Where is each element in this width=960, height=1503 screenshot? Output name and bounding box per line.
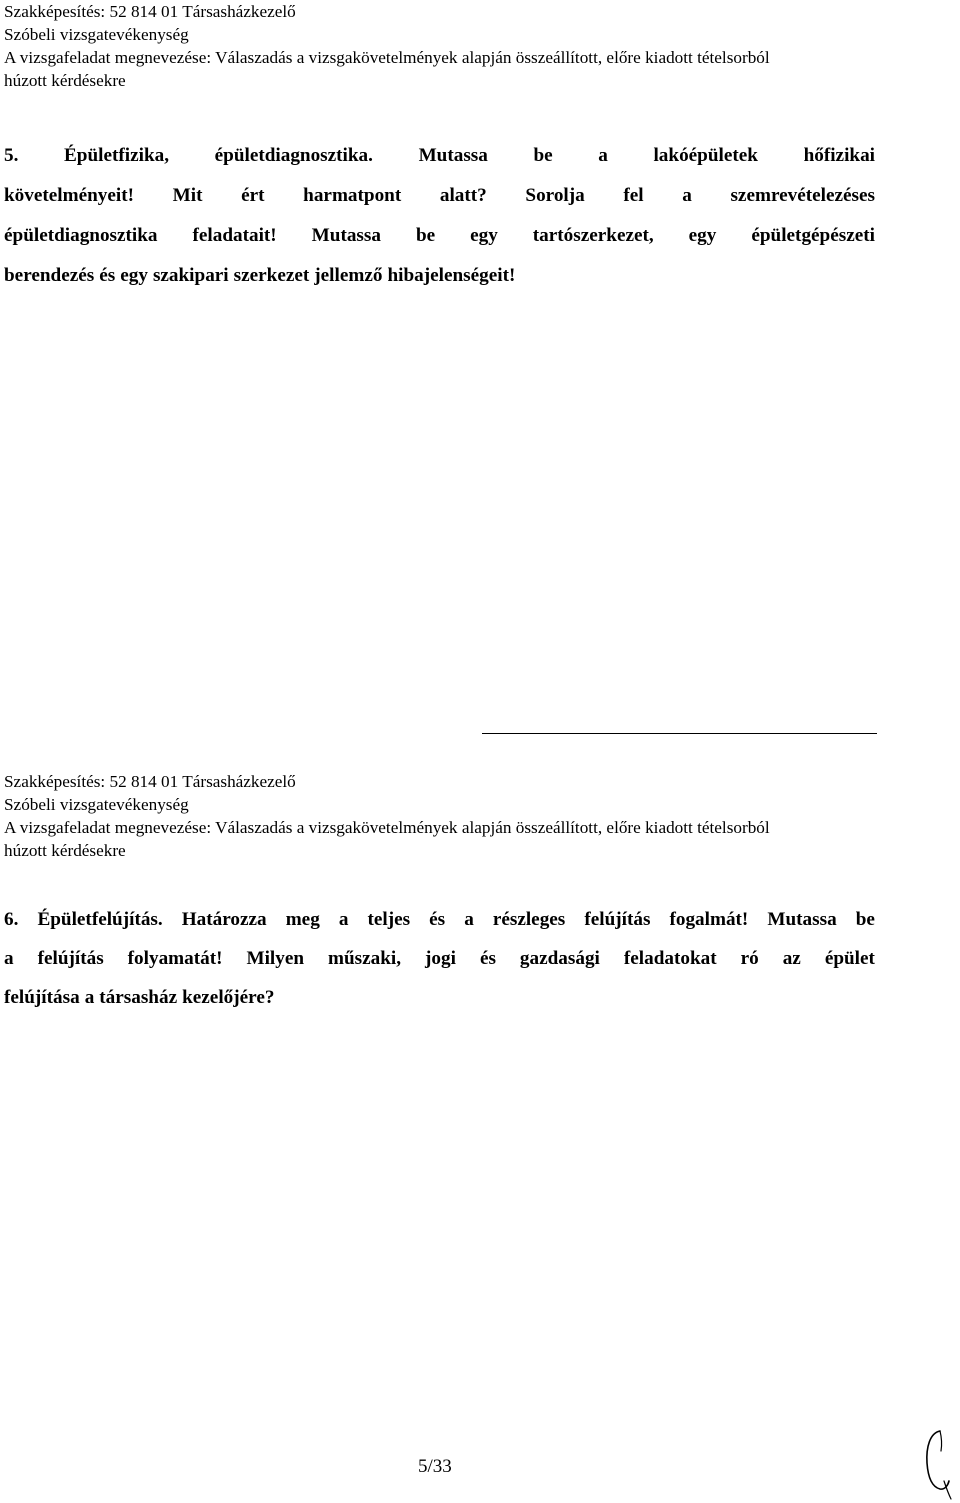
question-word: az bbox=[782, 948, 801, 969]
question-word: hőfizikai bbox=[803, 145, 875, 166]
task-line: A vizsgafeladat megnevezése: Válaszadás a vizsgakövetelmények alapján összeállított, előre kiadott tételsorból bbox=[4, 818, 770, 837]
qualification-line: Szakképesítés: 52 814 01 Társasházkezelő bbox=[4, 772, 296, 791]
question-word: Mit bbox=[172, 185, 203, 206]
question-word: és bbox=[479, 948, 496, 969]
question-word: feladatokat bbox=[623, 948, 717, 969]
question-word: épület bbox=[824, 948, 875, 969]
question-word: a bbox=[338, 909, 349, 930]
question-word: és bbox=[99, 265, 116, 286]
question-word: a bbox=[682, 185, 692, 206]
question-word: fogalmát! bbox=[669, 909, 749, 930]
question-word: felújítása bbox=[4, 987, 80, 1008]
question-word: a bbox=[84, 987, 95, 1008]
question-word: szerkezet bbox=[233, 265, 310, 286]
question-line bbox=[4, 216, 875, 256]
question-word: szakipari bbox=[152, 265, 229, 286]
question-line bbox=[4, 978, 875, 1017]
question-word: részleges bbox=[492, 909, 566, 930]
question-line bbox=[4, 136, 875, 176]
question-word: egy bbox=[470, 225, 498, 246]
question-word: a bbox=[464, 909, 474, 930]
question-word: Mutassa bbox=[418, 145, 488, 166]
question-line bbox=[4, 176, 875, 216]
question-word: meg bbox=[285, 909, 320, 930]
question-word: feladatait! bbox=[192, 225, 277, 246]
question-word: gazdasági bbox=[519, 948, 600, 969]
question-line bbox=[4, 900, 875, 939]
question-word: alatt? bbox=[439, 185, 487, 206]
section-divider bbox=[482, 733, 877, 734]
page-number: 5/33 bbox=[418, 1456, 452, 1477]
question-word: lakóépületek bbox=[653, 145, 758, 166]
question-word: műszaki, bbox=[328, 948, 402, 969]
question-word: 6. bbox=[4, 909, 19, 930]
question-word: épületdiagnosztika bbox=[4, 225, 158, 246]
question-word: harmatpont bbox=[303, 185, 402, 206]
question-word: Mutassa bbox=[767, 909, 837, 930]
task-line-continued: húzott kérdésekre bbox=[4, 71, 126, 90]
question-word: a bbox=[598, 145, 608, 166]
question-word: felújítás bbox=[37, 948, 104, 969]
question-word: jellemző bbox=[314, 265, 383, 286]
question-word: egy bbox=[688, 225, 717, 246]
question-5 bbox=[4, 136, 875, 296]
question-word: Határozza bbox=[181, 909, 267, 930]
question-word: ró bbox=[740, 948, 759, 969]
question-word: épületgépészeti bbox=[751, 225, 875, 246]
question-word: Sorolja bbox=[525, 185, 585, 206]
question-word: és bbox=[429, 909, 446, 930]
question-word: jogi bbox=[425, 948, 456, 969]
question-word: be bbox=[855, 909, 875, 930]
question-line bbox=[4, 256, 875, 296]
signature-mark bbox=[918, 1425, 954, 1501]
qualification-line: Szakképesítés: 52 814 01 Társasházkezelő bbox=[4, 2, 296, 21]
task-line: A vizsgafeladat megnevezése: Válaszadás a vizsgakövetelmények alapján összeállított, előre kiadott tételsorból bbox=[4, 48, 770, 67]
question-word: be bbox=[533, 145, 553, 166]
question-word: be bbox=[415, 225, 436, 246]
question-word: Mutassa bbox=[311, 225, 381, 246]
question-line bbox=[4, 939, 875, 978]
question-word: hibajelenségeit! bbox=[387, 265, 516, 286]
activity-line: Szóbeli vizsgatevékenység bbox=[4, 25, 189, 44]
page-header-top bbox=[4, 0, 770, 92]
question-word: Milyen bbox=[246, 948, 305, 969]
question-word: épületdiagnosztika. bbox=[214, 145, 373, 166]
question-word: felújítás bbox=[584, 909, 651, 930]
question-word: a bbox=[4, 948, 14, 969]
question-word: társasház bbox=[99, 987, 178, 1008]
activity-line: Szóbeli vizsgatevékenység bbox=[4, 795, 189, 814]
question-word: teljes bbox=[367, 909, 411, 930]
question-word: fel bbox=[623, 185, 644, 206]
question-word: folyamatát! bbox=[127, 948, 223, 969]
question-word: tartószerkezet, bbox=[532, 225, 654, 246]
question-word: 5. bbox=[4, 145, 19, 166]
task-line-continued: húzott kérdésekre bbox=[4, 841, 126, 860]
question-word: szemrevételezéses bbox=[730, 185, 875, 206]
question-word: Épületfizika, bbox=[64, 145, 170, 166]
question-word: egy bbox=[120, 265, 148, 286]
question-word: követelményeit! bbox=[4, 185, 135, 206]
question-word: ért bbox=[241, 185, 265, 206]
question-word: Épületfelújítás. bbox=[37, 909, 163, 930]
question-word: berendezés bbox=[4, 265, 95, 286]
question-word: kezelőjére? bbox=[182, 987, 275, 1008]
page-header-second bbox=[4, 770, 770, 862]
question-6 bbox=[4, 900, 875, 1017]
